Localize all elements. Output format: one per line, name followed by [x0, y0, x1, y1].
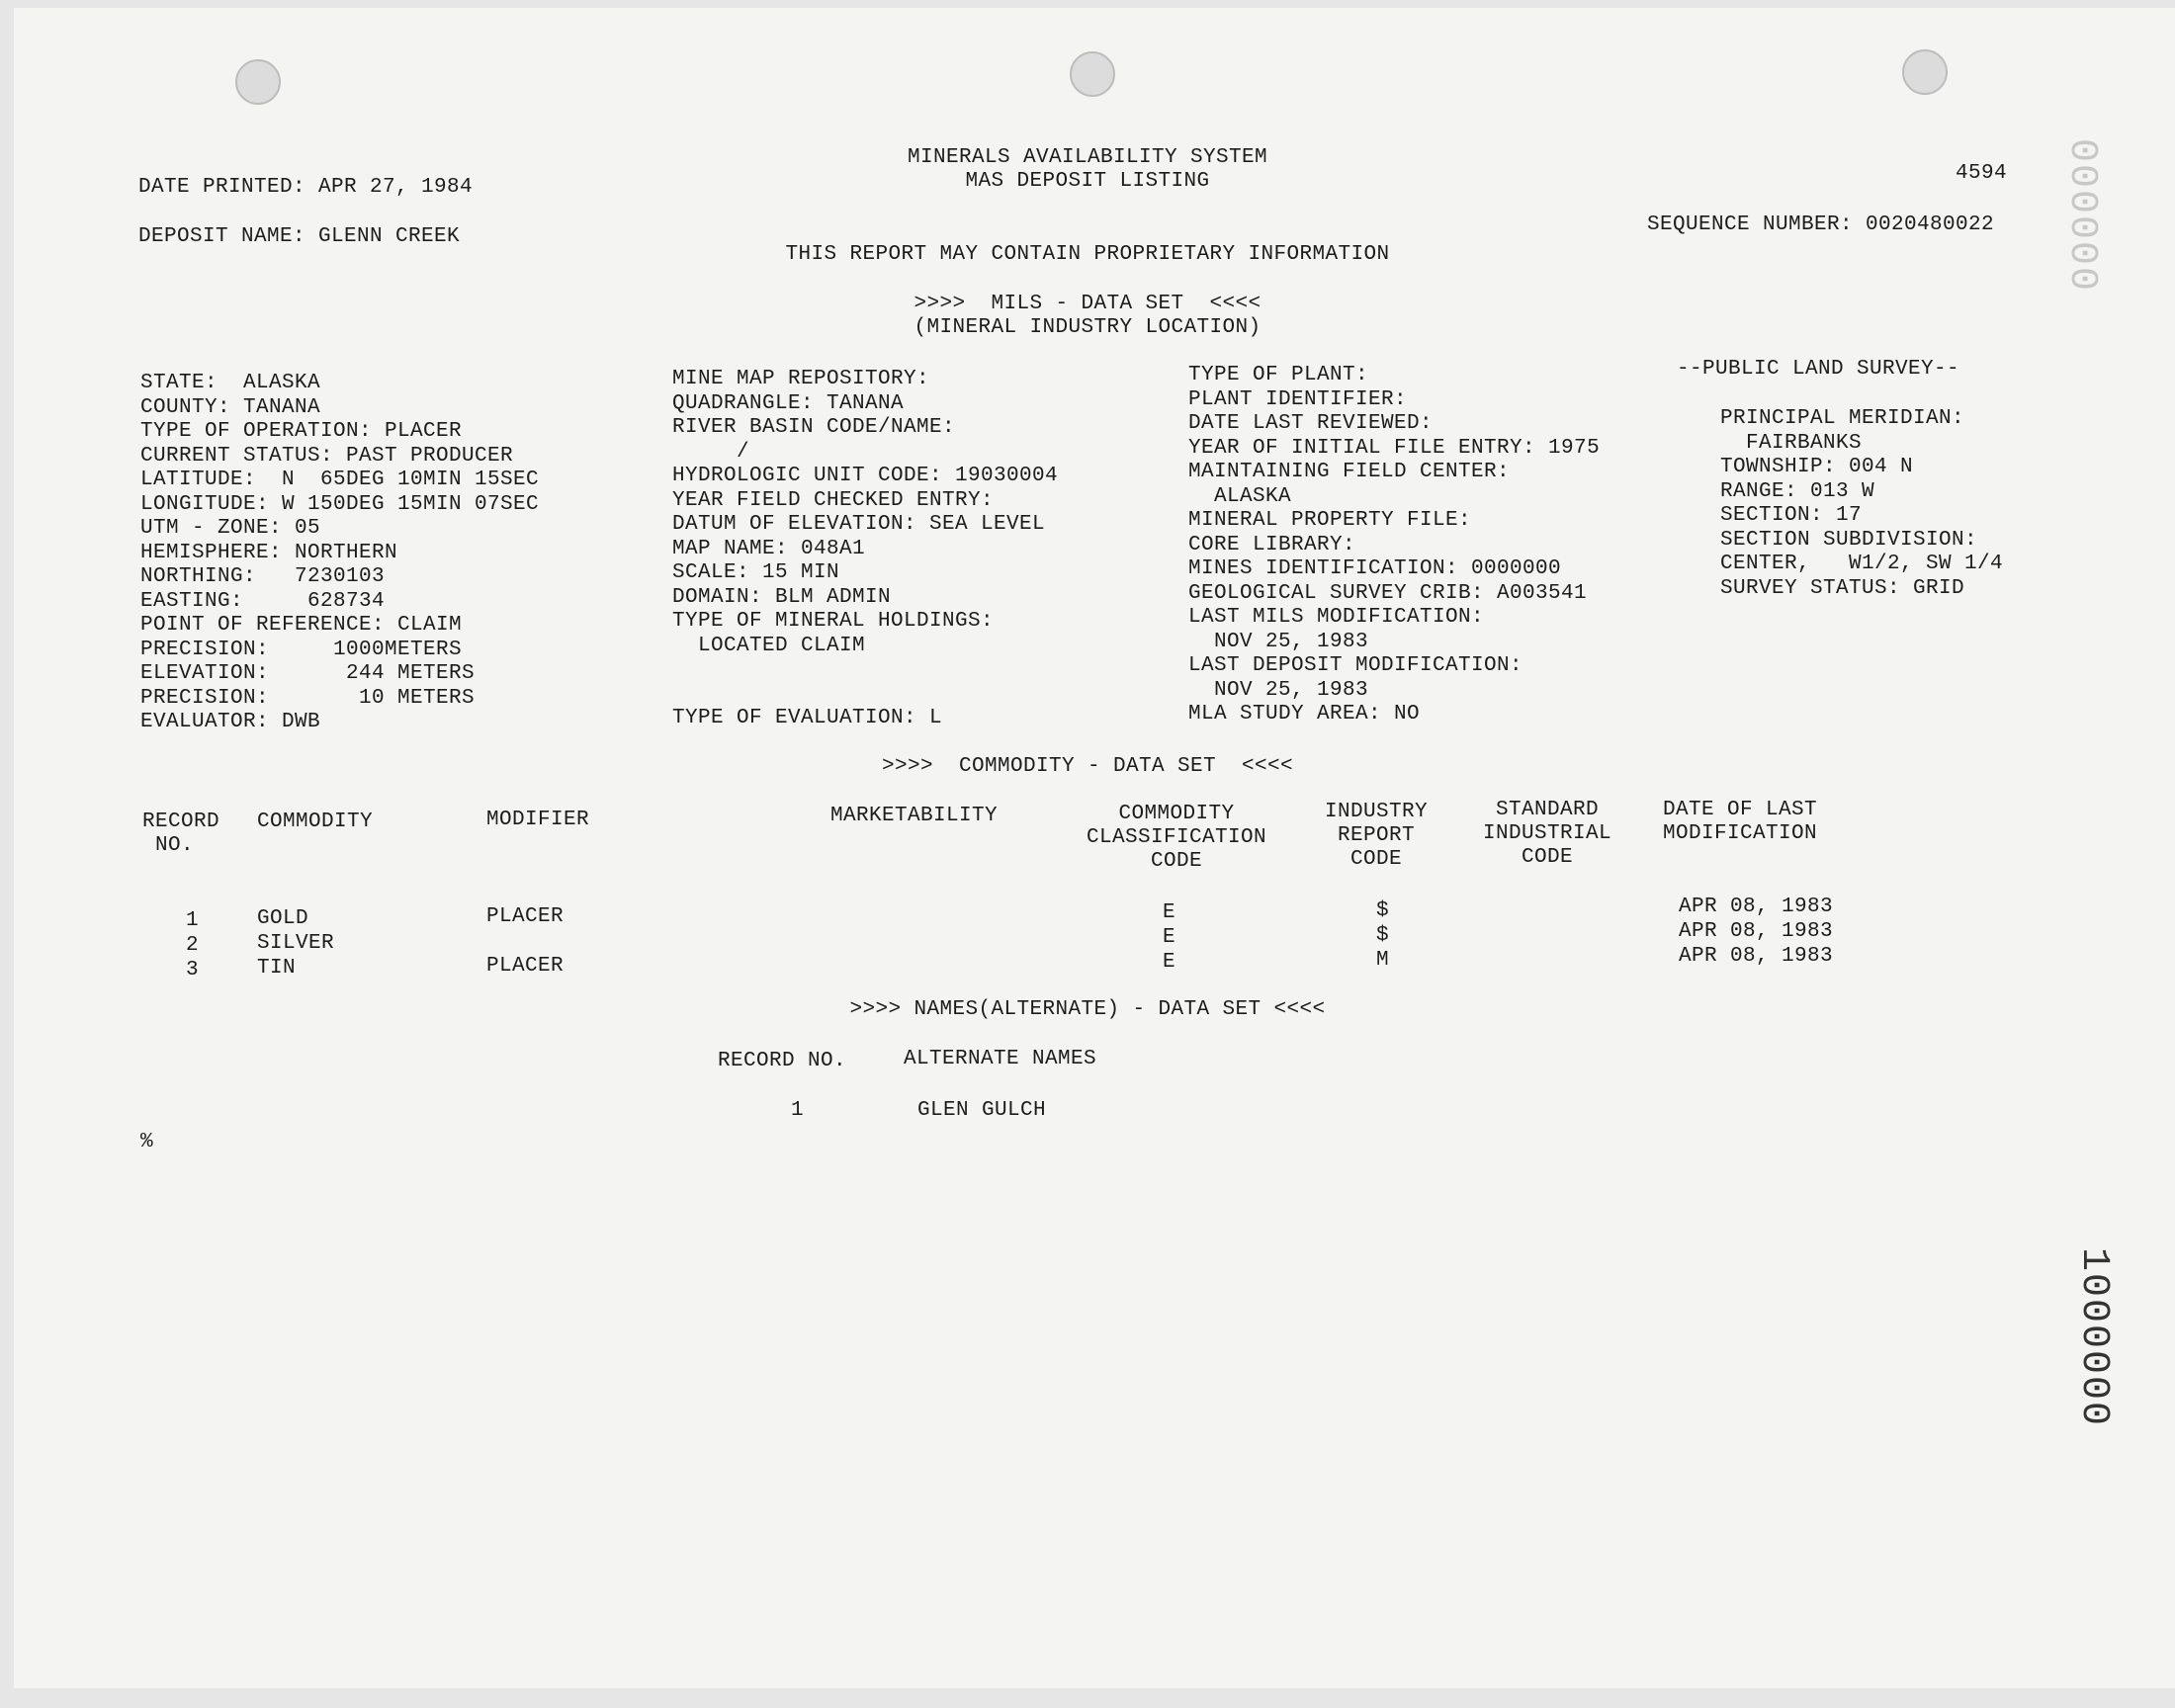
field-line: UTM - ZONE: 05 [140, 517, 321, 540]
col-header-commodity: COMMODITY [257, 811, 374, 833]
margin-stamp: 000000 [2059, 138, 2104, 294]
classification-code: E [1163, 926, 1176, 949]
field-line: MINERAL PROPERTY FILE: [1188, 509, 1472, 532]
field-line: MLA STUDY AREA: NO [1188, 703, 1421, 726]
punch-hole [1902, 49, 1948, 95]
record-no: 2 [186, 934, 200, 957]
field-line: LATITUDE: N 65DEG 10MIN 15SEC [140, 469, 540, 491]
field-line: TYPE OF PLANT: [1188, 364, 1369, 386]
field-line: POINT OF REFERENCE: CLAIM [140, 614, 463, 637]
field-line: DATUM OF ELEVATION: SEA LEVEL [672, 513, 1046, 536]
field-line: CORE LIBRARY: [1188, 533, 1356, 556]
proprietary-notice: THIS REPORT MAY CONTAIN PROPRIETARY INFORMATION [785, 243, 1390, 266]
field-line: TOWNSHIP: 004 N [1720, 456, 1914, 478]
field-line: DATE LAST REVIEWED: [1188, 412, 1434, 435]
mils-section-title: >>>> MILS - DATA SET <<<< [914, 293, 1262, 315]
field-line: EASTING: 628734 [140, 589, 386, 613]
field-line: ELEVATION: 244 METERS [140, 662, 476, 685]
field-line: EVALUATOR: DWB [140, 711, 321, 733]
end-mark: % [140, 1131, 154, 1153]
alternate-name: GLEN GULCH [917, 1099, 1047, 1122]
field-line: FAIRBANKS [1720, 431, 1863, 455]
field-line: LAST MILS MODIFICATION: [1188, 606, 1485, 629]
field-line: CURRENT STATUS: PAST PRODUCER [140, 444, 514, 468]
record-no: 1 [186, 909, 200, 932]
listing-title: MAS DEPOSIT LISTING [965, 170, 1210, 193]
commodity-name: GOLD [257, 907, 309, 930]
col-header-industry: INDUSTRY REPORT CODE [1324, 801, 1429, 871]
modifier: PLACER [486, 955, 565, 978]
field-line: YEAR FIELD CHECKED ENTRY: [672, 488, 995, 512]
system-title: MINERALS AVAILABILITY SYSTEM [907, 146, 1268, 169]
field-line: MAP NAME: 048A1 [672, 537, 866, 560]
col-header-record: RECORD NO. [142, 811, 220, 857]
field-line: SURVEY STATUS: GRID [1720, 576, 1965, 600]
field-line: SCALE: 15 MIN [672, 561, 840, 584]
field-line: RIVER BASIN CODE/NAME: [672, 416, 956, 439]
field-line: HEMISPHERE: NORTHERN [140, 541, 398, 564]
sequence-number: SEQUENCE NUMBER: 0020480022 [1647, 214, 1995, 236]
col-header-classification: COMMODITY CLASSIFICATION CODE [1086, 803, 1267, 873]
field-line: LONGITUDE: W 150DEG 15MIN 07SEC [140, 492, 540, 516]
field-line: SECTION SUBDIVISION: [1720, 528, 1978, 552]
page-number: 4594 [1956, 162, 2008, 185]
field-line: LAST DEPOSIT MODIFICATION: [1188, 654, 1523, 677]
commodity-section-title: >>>> COMMODITY - DATA SET <<<< [881, 755, 1294, 778]
col-header-modifier: MODIFIER [486, 809, 590, 831]
alternate-record-no: 1 [791, 1099, 805, 1122]
commodity-name: SILVER [257, 932, 335, 955]
deposit-name: DEPOSIT NAME: GLENN CREEK [138, 225, 461, 248]
mils-section-subtitle: (MINERAL INDUSTRY LOCATION) [914, 316, 1262, 339]
industry-code: M [1376, 949, 1390, 972]
industry-code: $ [1376, 924, 1390, 947]
field-line: STATE: ALASKA [140, 372, 321, 394]
field-line: NORTHING: 7230103 [140, 565, 386, 588]
field-line: RANGE: 013 W [1720, 479, 1875, 503]
field-line: MINE MAP REPOSITORY: [672, 368, 930, 390]
col-header-date: DATE OF LAST MODIFICATION [1663, 799, 1818, 845]
field-line: PRECISION: 10 METERS [140, 686, 476, 710]
names-header-alternate: ALTERNATE NAMES [904, 1048, 1097, 1070]
field-line: PLANT IDENTIFIER: [1188, 387, 1408, 411]
field-line: PRINCIPAL MERIDIAN: [1720, 407, 1965, 430]
field-line: TYPE OF EVALUATION: L [672, 707, 943, 729]
names-section-title: >>>> NAMES(ALTERNATE) - DATA SET <<<< [849, 998, 1326, 1021]
commodity-name: TIN [257, 957, 297, 980]
field-line: GEOLOGICAL SURVEY CRIB: A003541 [1188, 581, 1588, 605]
names-header-record: RECORD NO. [718, 1050, 847, 1072]
modification-date: APR 08, 1983 [1679, 920, 1834, 943]
field-line: PRECISION: 1000METERS [140, 638, 463, 661]
punch-hole [1070, 51, 1115, 97]
field-line: SECTION: 17 [1720, 504, 1863, 527]
public-land-survey-title: --PUBLIC LAND SURVEY-- [1677, 358, 1960, 381]
field-line: COUNTY: TANANA [140, 395, 321, 419]
field-line: NOV 25, 1983 [1188, 678, 1369, 702]
field-line: YEAR OF INITIAL FILE ENTRY: 1975 [1188, 436, 1601, 460]
col-header-marketability: MARKETABILITY [830, 805, 999, 827]
classification-code: E [1163, 951, 1176, 974]
field-line: MAINTAINING FIELD CENTER: [1188, 461, 1511, 483]
field-line: TYPE OF MINERAL HOLDINGS: [672, 610, 995, 633]
field-line: CENTER, W1/2, SW 1/4 [1720, 553, 2004, 575]
field-line: / [672, 440, 750, 464]
field-line: NOV 25, 1983 [1188, 630, 1369, 653]
classification-code: E [1163, 901, 1176, 924]
field-line: ALASKA [1188, 484, 1292, 508]
modifier: PLACER [486, 905, 565, 928]
industry-code: $ [1376, 899, 1390, 922]
modification-date: APR 08, 1983 [1679, 896, 1834, 918]
modification-date: APR 08, 1983 [1679, 945, 1834, 968]
field-line: QUADRANGLE: TANANA [672, 391, 905, 415]
field-line: DOMAIN: BLM ADMIN [672, 585, 892, 609]
date-printed: DATE PRINTED: APR 27, 1984 [138, 176, 474, 199]
field-line: HYDROLOGIC UNIT CODE: 19030004 [672, 465, 1059, 487]
col-header-sic: STANDARD INDUSTRIAL CODE [1482, 799, 1612, 869]
field-line: MINES IDENTIFICATION: 0000000 [1188, 557, 1562, 580]
field-line: TYPE OF OPERATION: PLACER [140, 420, 463, 443]
field-line: LOCATED CLAIM [672, 634, 866, 657]
record-no: 3 [186, 959, 200, 982]
margin-stamp: 1000000 [2071, 1247, 2116, 1428]
punch-hole [235, 59, 281, 105]
